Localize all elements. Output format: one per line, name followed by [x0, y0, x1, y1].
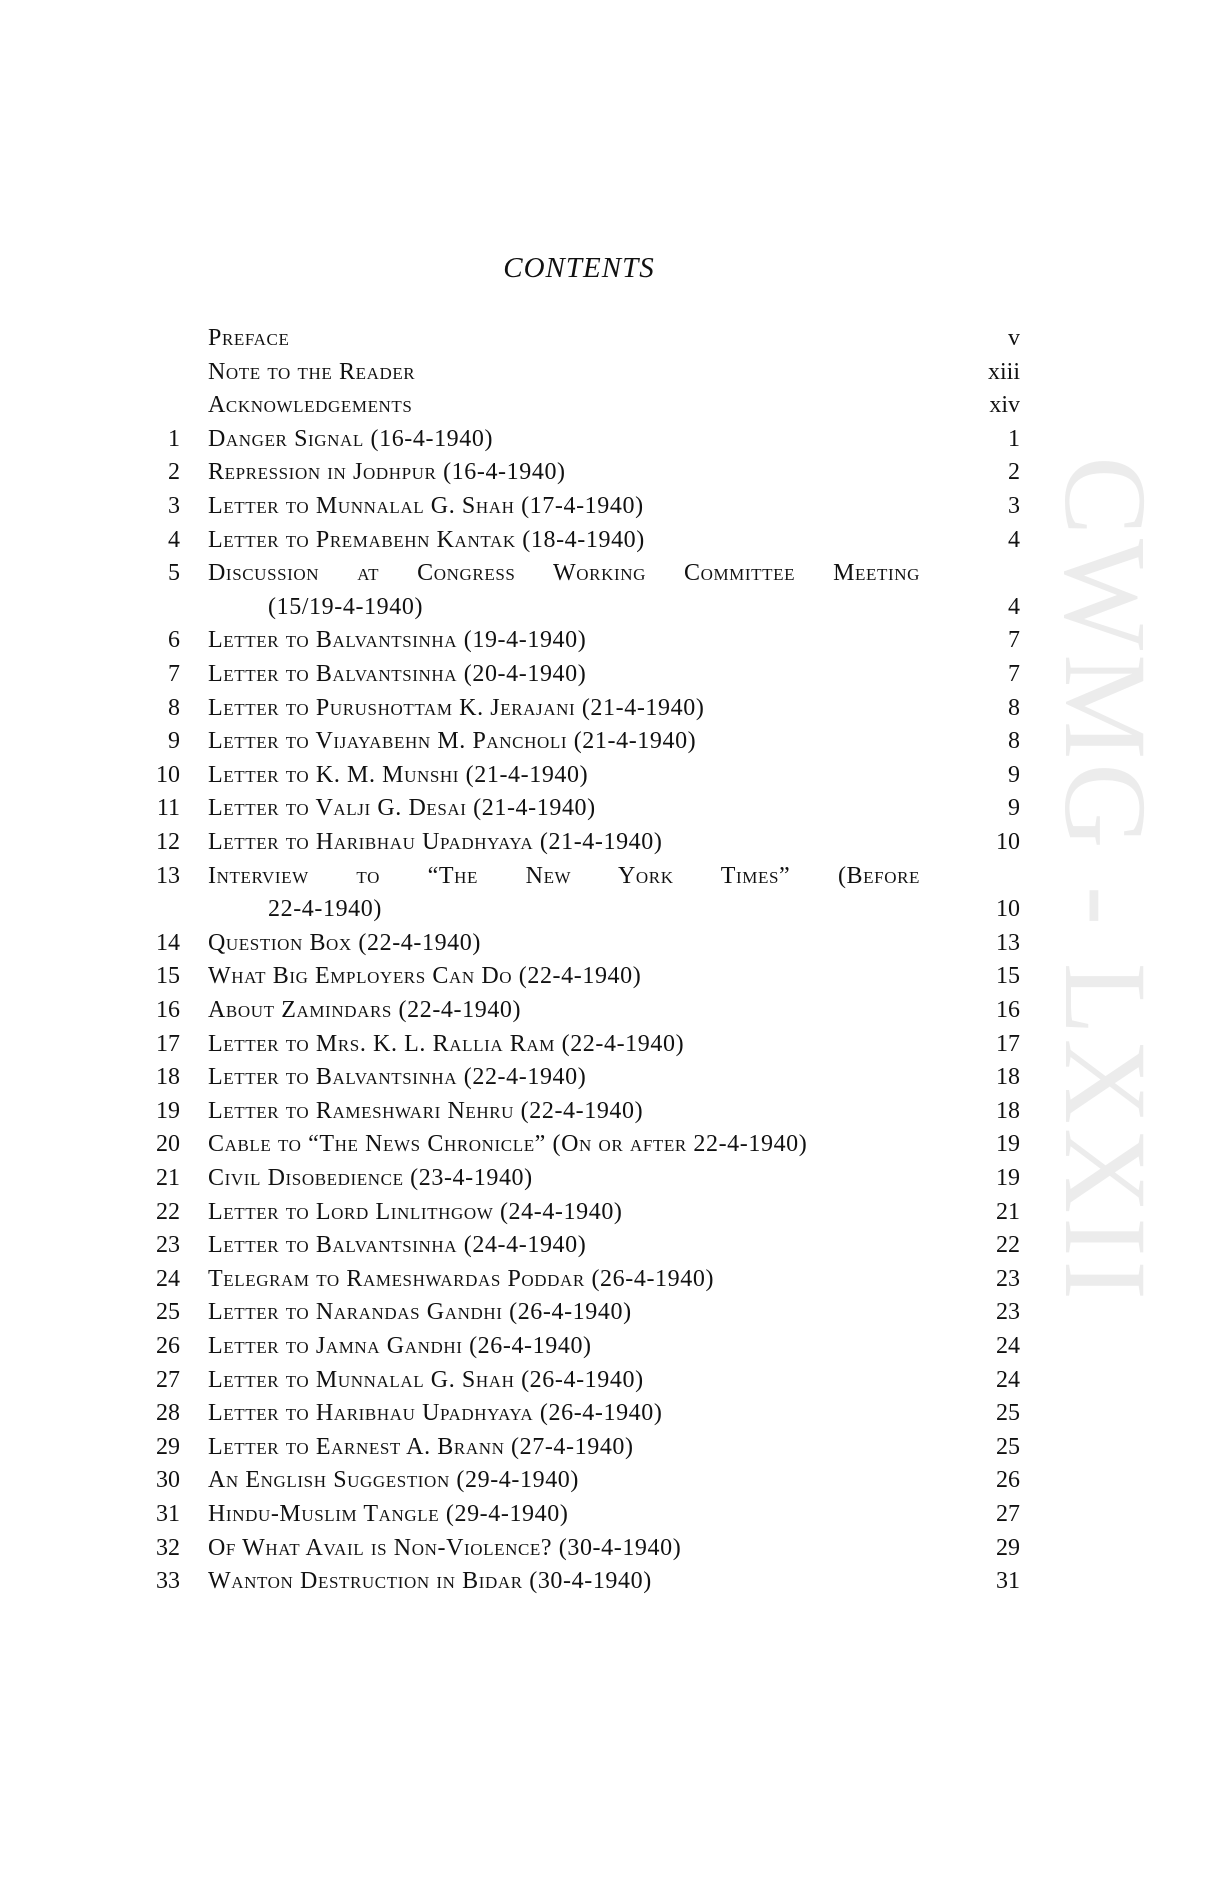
- entry-page-number: 23: [996, 1299, 1020, 1326]
- entry-number: 17: [156, 1030, 180, 1057]
- entry-page-number: 8: [1008, 694, 1020, 721]
- entry-title: Letter to Vijayabehn M. Pancholi (21-4-1940): [208, 728, 697, 755]
- entry-title: Letter to Balvantsinha (20-4-1940): [208, 661, 587, 687]
- entry-number: 2: [168, 459, 180, 486]
- entry-page-number: 27: [996, 1501, 1020, 1527]
- entry-page-number: 4: [1008, 593, 1020, 620]
- entry-title: Of What Avail is Non-Violence? (30-4-1940): [208, 1534, 682, 1561]
- entry-number: 6: [168, 627, 180, 654]
- entry-number: 31: [156, 1501, 180, 1527]
- entry-page-number: 10: [996, 896, 1020, 923]
- entry-number: 5: [168, 560, 180, 587]
- entry-page-number: 4: [1008, 526, 1020, 553]
- entry-title: Letter to Purushottam K. Jerajani (21-4-1940): [208, 694, 705, 721]
- entry-page-number: 1: [1008, 425, 1020, 452]
- entry-number: 20: [156, 1131, 180, 1158]
- entry-title-continuation: 22-4-1940): [268, 896, 382, 923]
- entry-title-continuation: (15/19-4-1940): [268, 593, 424, 620]
- entry-number: 30: [156, 1467, 180, 1494]
- entry-page-number: 10: [996, 829, 1020, 855]
- entry-page-number: 7: [1008, 627, 1020, 654]
- entry-page-number: 26: [996, 1467, 1020, 1494]
- entry-title: Cable to “The News Chronicle” (On or after 22-4-1940): [208, 1131, 808, 1158]
- entry-number: 9: [168, 728, 180, 755]
- entry-page-number: 8: [1008, 728, 1020, 755]
- entry-page-number: 3: [1008, 493, 1020, 519]
- entry-page-number: 25: [996, 1400, 1020, 1427]
- entry-number: 10: [156, 761, 180, 788]
- entry-number: 15: [156, 963, 180, 990]
- entry-title: Note to the Reader: [208, 358, 416, 385]
- entry-page-number: 7: [1008, 661, 1020, 687]
- entry-number: 29: [156, 1433, 180, 1460]
- entry-title: Letter to Earnest A. Brann (27-4-1940): [208, 1433, 634, 1460]
- entry-number: 1: [168, 425, 180, 452]
- entry-page-number: 22: [996, 1232, 1020, 1259]
- entry-page-number: 19: [996, 1165, 1020, 1191]
- entry-number: 18: [156, 1064, 180, 1091]
- entry-title: Discussion at Congress Working Committee Meeting: [208, 560, 920, 587]
- entry-number: 32: [156, 1534, 180, 1561]
- entry-title: Letter to Premabehn Kantak (18-4-1940): [208, 526, 645, 553]
- entry-title: Letter to Balvantsinha (19-4-1940): [208, 627, 587, 654]
- entry-title: Letter to Jamna Gandhi (26-4-1940): [208, 1333, 592, 1359]
- entry-title: Danger Signal (16-4-1940): [208, 425, 494, 452]
- entry-title: Letter to Munnalal G. Shah (26-4-1940): [208, 1366, 644, 1393]
- entry-number: 14: [156, 929, 180, 956]
- entry-number: 4: [168, 526, 180, 553]
- entry-title: Hindu-Muslim Tangle (29-4-1940): [208, 1501, 569, 1527]
- entry-title: Letter to Rameshwari Nehru (22-4-1940): [208, 1097, 644, 1124]
- entry-number: 33: [156, 1568, 180, 1595]
- entry-number: 25: [156, 1299, 180, 1326]
- entry-number: 13: [156, 862, 180, 889]
- entry-title: Letter to Lord Linlithgow (24-4-1940): [208, 1198, 623, 1225]
- entry-number: 3: [168, 493, 180, 519]
- entry-page-number: 18: [996, 1097, 1020, 1124]
- entry-page-number: 29: [996, 1534, 1020, 1561]
- entry-title: Letter to Valji G. Desai (21-4-1940): [208, 795, 596, 822]
- entry-title: Wanton Destruction in Bidar (30-4-1940): [208, 1568, 652, 1595]
- entry-number: 21: [156, 1165, 180, 1191]
- entry-title: What Big Employers Can Do (22-4-1940): [208, 963, 642, 990]
- entry-title: An English Suggestion (29-4-1940): [208, 1467, 579, 1494]
- entry-number: 24: [156, 1265, 180, 1292]
- entry-title: Letter to Balvantsinha (24-4-1940): [208, 1232, 587, 1259]
- entry-title: Question Box (22-4-1940): [208, 929, 481, 956]
- entry-title: Repression in Jodhpur (16-4-1940): [208, 459, 566, 486]
- entry-title: Acknowledgements: [208, 392, 413, 419]
- entry-title: Letter to Haribhau Upadhyaya (21-4-1940): [208, 829, 663, 855]
- entry-title: Preface: [208, 325, 290, 351]
- entry-page-number: 23: [996, 1265, 1020, 1292]
- entry-page-number: 9: [1008, 795, 1020, 822]
- entry-page-number: 24: [996, 1333, 1020, 1359]
- entry-number: 26: [156, 1333, 180, 1359]
- entry-page-number: 17: [996, 1030, 1020, 1057]
- entry-title: Letter to Munnalal G. Shah (17-4-1940): [208, 493, 644, 519]
- entry-number: 28: [156, 1400, 180, 1427]
- entry-page-number: 15: [996, 963, 1020, 990]
- entry-number: 27: [156, 1366, 180, 1393]
- watermark: CWMG - LXXII: [1040, 456, 1171, 1304]
- entry-page-number: 13: [996, 929, 1020, 956]
- entry-page-number: xiii: [987, 358, 1020, 385]
- entry-title: Letter to Balvantsinha (22-4-1940): [208, 1064, 587, 1091]
- entry-page-number: 31: [996, 1568, 1020, 1595]
- entry-page-number: 18: [996, 1064, 1020, 1091]
- entry-page-number: 16: [996, 997, 1020, 1023]
- entry-number: 8: [168, 694, 180, 721]
- entry-page-number: 24: [996, 1366, 1020, 1393]
- entry-title: Telegram to Rameshwardas Poddar (26-4-1940): [208, 1265, 715, 1292]
- entry-number: 19: [156, 1097, 180, 1124]
- entry-number: 22: [156, 1198, 180, 1225]
- entry-page-number: 2: [1008, 459, 1020, 486]
- entry-title: Letter to Haribhau Upadhyaya (26-4-1940): [208, 1400, 663, 1427]
- entry-page-number: 21: [996, 1198, 1020, 1225]
- entry-title: Letter to Narandas Gandhi (26-4-1940): [208, 1299, 632, 1326]
- entry-page-number: 19: [996, 1131, 1020, 1158]
- entry-page-number: 9: [1008, 761, 1020, 788]
- entry-title: Interview to “The New York Times” (Before: [208, 862, 920, 889]
- entry-title: Letter to Mrs. K. L. Rallia Ram (22-4-1940): [208, 1030, 685, 1057]
- entry-number: 11: [156, 795, 180, 822]
- entry-number: 7: [168, 661, 180, 687]
- entry-number: 23: [156, 1232, 180, 1259]
- entry-title: Letter to K. M. Munshi (21-4-1940): [208, 761, 589, 788]
- entry-title: Civil Disobedience (23-4-1940): [208, 1165, 533, 1191]
- entry-number: 12: [156, 829, 180, 855]
- page-title: CONTENTS: [503, 252, 655, 284]
- entry-number: 16: [156, 997, 180, 1023]
- entry-page-number: xiv: [989, 392, 1020, 419]
- entry-page-number: v: [1008, 325, 1020, 351]
- entry-title: About Zamindars (22-4-1940): [208, 997, 522, 1023]
- entry-page-number: 25: [996, 1433, 1020, 1460]
